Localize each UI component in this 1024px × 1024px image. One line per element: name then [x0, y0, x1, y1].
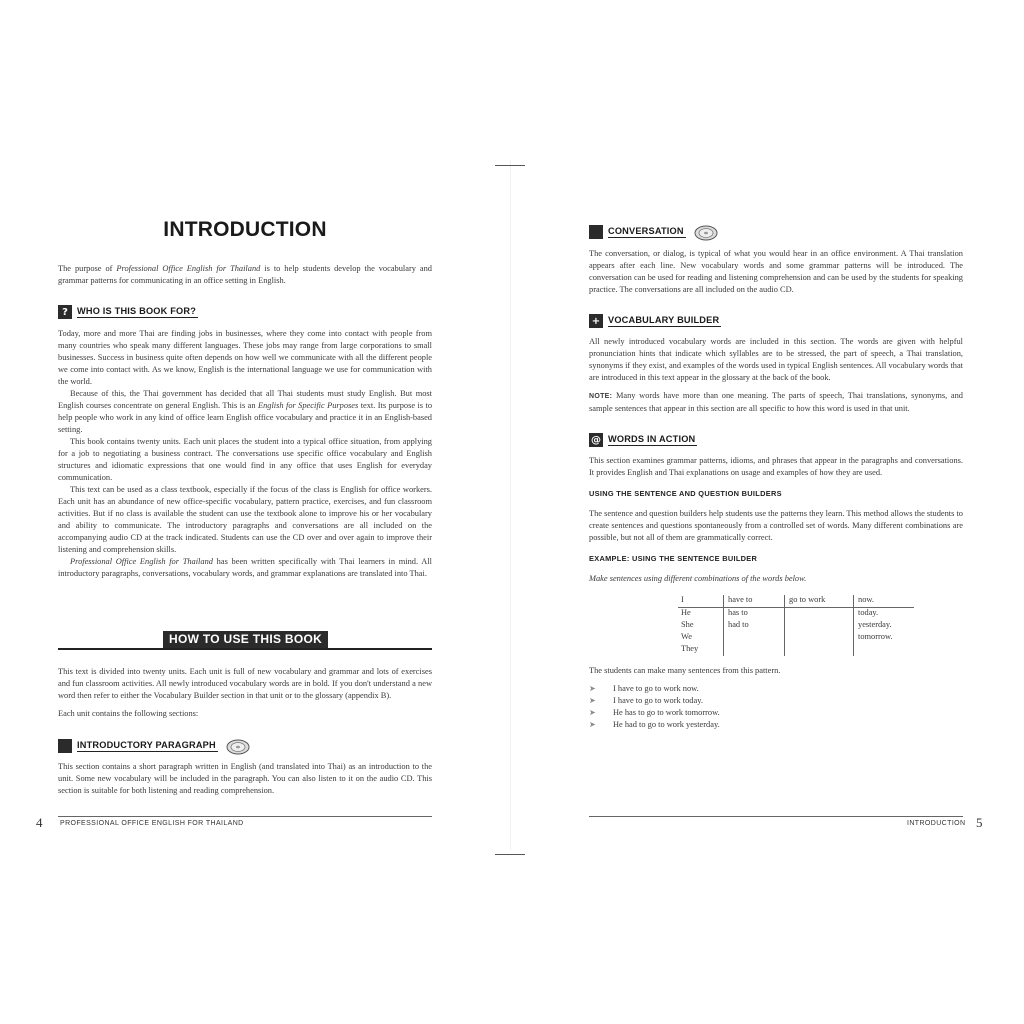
who-paragraph-3: This book contains twenty units. Each unit places the student into a typical office situation, from applying for a job to negotiating a business contract. The conversations use specific office vocabulary and English structures and idiomatic expressions that one would find in any office that uses English for everyday communication. — [58, 437, 432, 482]
book-title: Professional Office English for Thailand — [116, 264, 261, 273]
audio-cd-icon — [226, 739, 248, 753]
example-instruction: Make sentences using different combinations of the words below. — [589, 574, 807, 583]
section-heading-intro-paragraph: INTRODUCTORY PARAGRAPH — [58, 739, 432, 753]
table-cell: have to — [724, 595, 785, 608]
audio-cd-icon — [694, 225, 716, 239]
heading-rule — [58, 648, 432, 650]
table-row — [678, 608, 914, 621]
who-body — [58, 328, 432, 580]
table-row — [678, 632, 914, 644]
list-item: ➤ He has to go to work tomorrow. — [589, 708, 720, 717]
at-icon: @ — [591, 434, 601, 446]
vocab-body: All newly introduced vocabulary words are included in this section. The words are given with helpful pronunciation hints that indicate which syllables are to be stressed, the part of speech, a Thai translation, synonyms if they exist, and examples of the words used in typical English sentences. All vocabulary words that are introduced in this text appear in the glossary at the back of the book. NOTE: Many words have more than one meaning. The parts of speech, Thai translations, synonyms, and sample sentences that appear in this section are all specific to how this word is used in that unit. — [589, 337, 963, 413]
right-page — [512, 0, 1024, 1024]
page-title: INTRODUCTION — [163, 218, 327, 241]
table-cell: She — [681, 620, 694, 629]
example-list — [589, 683, 963, 731]
table-cell — [785, 620, 854, 632]
sentence-builder-table — [678, 595, 914, 656]
table-cell: has to — [724, 608, 785, 621]
table-cell: I — [678, 595, 724, 608]
builders-body: The sentence and question builders help students use the patterns they learn. This method allows the students to create sentences and questions spontaneously from a controlled set of words. Many different combinations are possible, but not all of them are grammatically correct. — [589, 509, 963, 542]
intro-paragraph: The purpose of Professional Office English for Thailand is to help students develop the vocabulary and grammar patterns for communicating in an office setting in English. — [58, 264, 432, 285]
list-item: ➤ I have to go to work now. — [589, 684, 699, 693]
table-cell: yesterday. — [854, 620, 915, 632]
section-heading-howto: HOW TO USE THIS BOOK — [58, 631, 432, 650]
after-table-text: The students can make many sentences from this pattern. — [589, 666, 781, 675]
who-paragraph-1: Today, more and more Thai are finding jobs in businesses, where they come into contact with people from many countries who speak many different languages. These jobs may range from large corporations to small businesses. Success in business quite often depends on how well we communicate with all the different people we come into contact with. As we know, English is the international language we use for communication with the world. — [58, 329, 432, 386]
table-cell: had to — [724, 620, 785, 632]
howto-body — [58, 666, 432, 720]
subheading-example: EXAMPLE: USING THE SENTENCE BUILDER — [589, 554, 758, 563]
who-paragraph-2: Because of this, the Thai government has decided that all Thai students must study English. But most English courses concentrate on general English. This is an English for Specific Purposes text. Its purpose is to help people who work in any kind of office learn English office vocabulary and practice it in an English-based setting. — [58, 389, 433, 434]
table-cell: go to work — [785, 595, 854, 608]
table-cell — [785, 608, 854, 621]
table-row — [678, 620, 914, 632]
section-heading-words: @ WORDS IN ACTION — [591, 434, 696, 446]
arrow-bullet-icon: ➤ — [589, 708, 596, 717]
table-cell: today. — [854, 608, 915, 621]
table-cell: He — [681, 608, 691, 617]
who-paragraph-4: This text can be used as a class textbook, especially if the focus of the class is English for office workers. Each unit has an abundance of new office-specific vocabulary, pattern practice, exercises, and fun classroom activities. But if no class is available the student can use the textbook alone to improve his or her vocabulary and ability to communicate. The introductory paragraphs and conversations are all included on the accompanying audio CD at the track indicated. Students can use the CD over and over again to improve their listening and comprehension skills. — [58, 485, 432, 554]
table-row — [678, 595, 914, 608]
arrow-bullet-icon: ➤ — [589, 720, 596, 729]
plus-icon: + — [589, 314, 603, 328]
list-item: ➤ He had to go to work yesterday. — [589, 720, 720, 729]
section-heading-vocab: + VOCABULARY BUILDER — [589, 314, 963, 328]
arrow-bullet-icon: ➤ — [589, 684, 596, 693]
table-row — [678, 644, 914, 656]
table-cell — [854, 644, 915, 656]
table-cell: now. — [854, 595, 915, 608]
page-number: 4 — [36, 815, 43, 830]
list-item: ➤ I have to go to work today. — [589, 696, 703, 705]
table-cell: tomorrow. — [854, 632, 915, 644]
table-cell — [724, 644, 785, 656]
section-marker-icon — [589, 225, 603, 239]
section-marker-icon — [58, 739, 72, 753]
conversation-body: The conversation, or dialog, is typical of what you would hear in an office environment. A Thai translation appears after each line. New vocabulary words and some grammar patterns will be introduced. The conversation can be used for reading and listening comprehension and can be used by the students for speaking practice. The conversations are all included on the audio CD. — [589, 249, 963, 294]
table-cell — [785, 644, 854, 656]
table-cell: They — [681, 644, 699, 653]
howto-paragraph-1: This text is divided into twenty units. Each unit is full of new vocabulary and grammar and lots of exercises and fun classroom activities. All newly introduced vocabulary words are in bold. If you don't understand a new word then refer to either the Vocabulary Builder section in that unit or to the glossary (appendix B). — [58, 667, 432, 700]
subheading-builders: USING THE SENTENCE AND QUESTION BUILDERS — [589, 489, 782, 498]
vocab-note: NOTE: Many words have more than one meaning. The parts of speech, Thai translations, synonyms, and sample sentences that appear in this section are all specific to how this word is used in that unit. — [589, 391, 963, 413]
section-heading-conversation: CONVERSATION — [589, 225, 963, 239]
table-cell — [785, 632, 854, 644]
running-title: PROFESSIONAL OFFICE ENGLISH FOR THAILAND — [60, 820, 244, 827]
section-heading-who: ? WHO IS THIS BOOK FOR? — [58, 305, 432, 319]
table-cell: We — [681, 632, 692, 641]
arrow-bullet-icon: ➤ — [589, 696, 596, 705]
running-title: INTRODUCTION — [907, 820, 966, 827]
who-paragraph-5: Professional Office English for Thailand has been written specifically with Thai learners in mind. All introductory paragraphs, conversations, vocabulary words, and grammar explanations are translated into Thai. — [58, 557, 432, 578]
table-cell — [724, 632, 785, 644]
intro-paragraph-body: This section contains a short paragraph written in English (and translated into Thai) as an introduction to the unit. Some new vocabulary will be included in the paragraph. You can also listen to it on the audio CD. This section is suitable for both listening and reading comprehension. — [58, 762, 432, 795]
question-icon: ? — [58, 305, 72, 319]
howto-paragraph-2: Each unit contains the following sections: — [58, 709, 199, 718]
page-number: 5 — [976, 815, 983, 830]
words-body: This section examines grammar patterns, idioms, and phrases that appear in the paragraphs and conversations. It provides English and Thai explanations on usage and examples of how they are used. — [589, 456, 963, 477]
footer-rule — [58, 816, 432, 817]
footer-rule — [589, 816, 963, 817]
